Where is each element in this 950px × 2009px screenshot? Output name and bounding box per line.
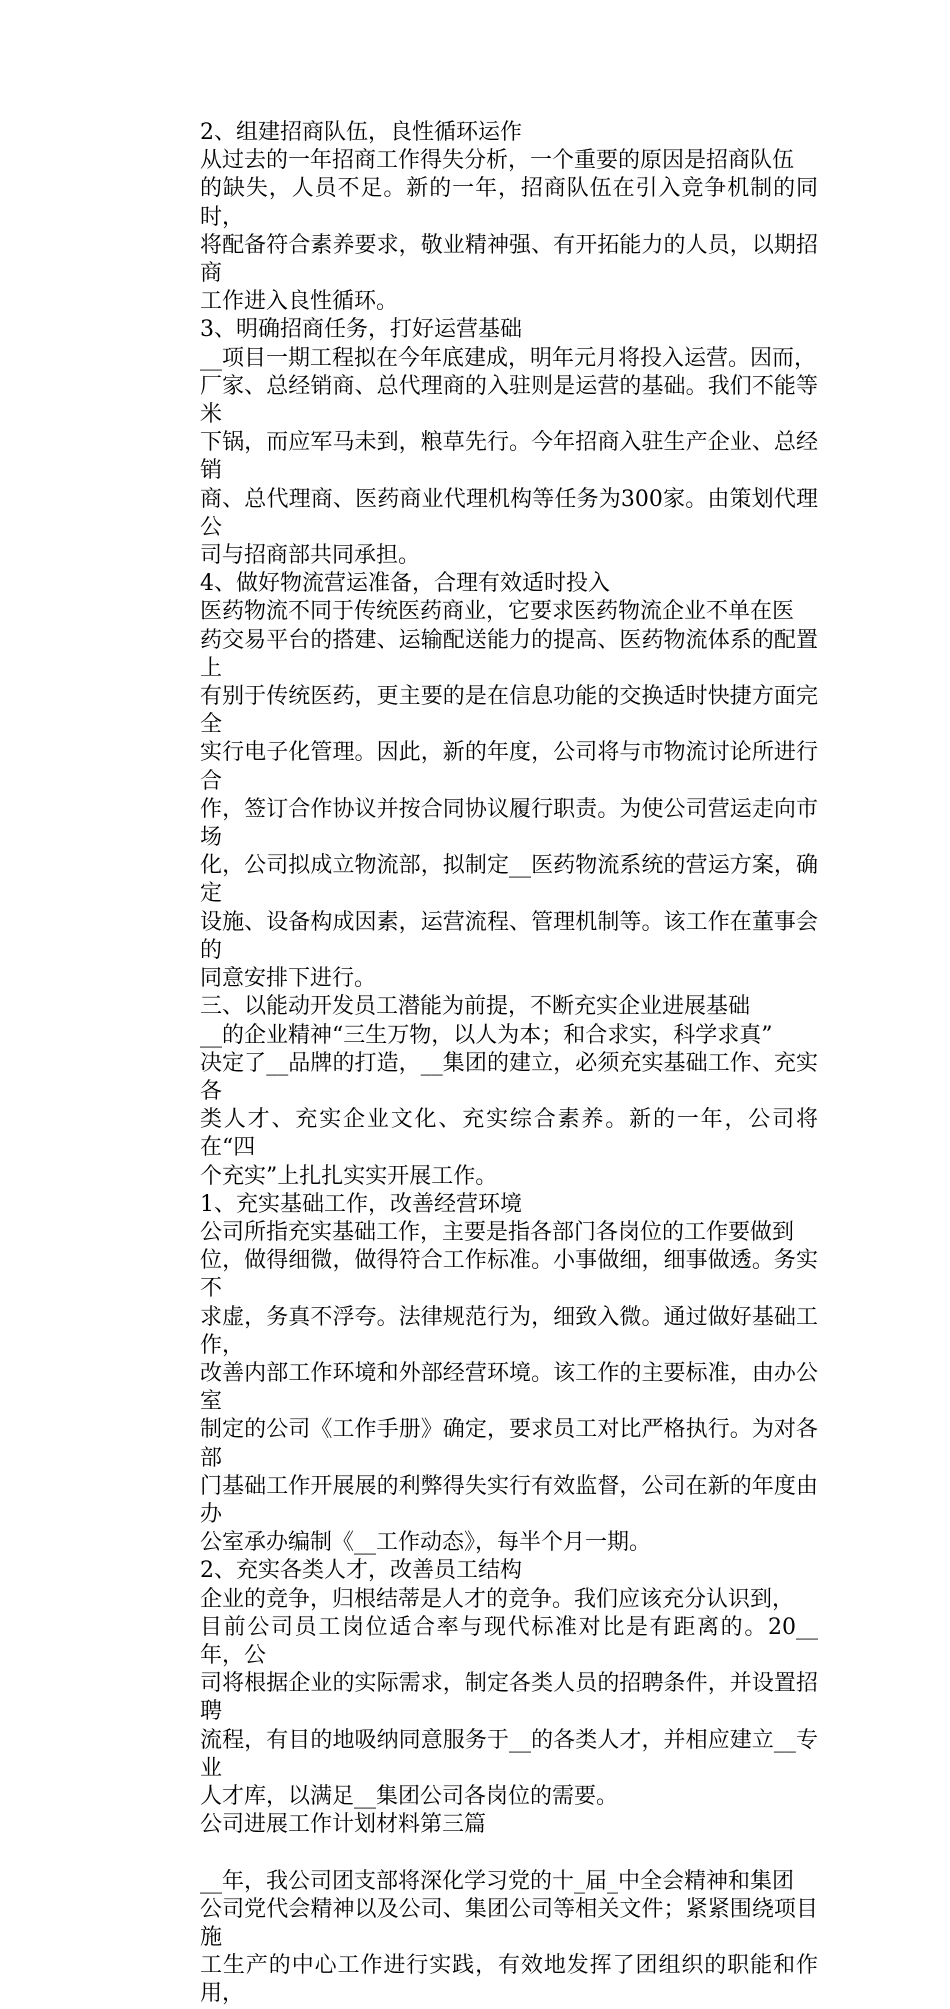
section-heading: 2、组建招商队伍，良性循环运作 <box>200 120 522 145</box>
section-heading: 4、做好物流营运准备，合理有效适时投入 <box>200 571 610 597</box>
text-line: 从过去的一年招商工作得失分析，一个重要的原因是招商队伍 <box>200 148 795 174</box>
text-line: 工作进入良性循环。 <box>200 289 399 315</box>
text-line: 决定了__品牌的打造，__集团的建立，必须充实基础工作、充实各 <box>200 1050 818 1104</box>
paragraph <box>200 147 818 316</box>
text-line: 药交易平台的搭建、运输配送能力的提高、医药物流体系的配置上 <box>200 627 818 681</box>
text-line: 同意安排下进行。 <box>200 966 377 992</box>
text-line: 下锅，而应军马未到，粮草先行。今年招商入驻生产企业、总经销 <box>200 430 818 484</box>
text-line: 作，签订合作协议并按合同协议履行职责。为使公司营运走向市场 <box>200 796 818 851</box>
paragraph <box>200 598 818 993</box>
section-heading: 1、充实基础工作，改善经营环境 <box>200 1191 522 1217</box>
text-line: 实行电子化管理。因此，新的年度，公司将与市物流讨论所进行合 <box>200 740 818 794</box>
text-line: 司与招商部共同承担。 <box>200 543 421 569</box>
text-line: 个充实”上扎扎实实开展工作。 <box>200 1163 498 1189</box>
text-line: 工生产的中心工作进行实践，有效地发挥了团组织的职能和作用， <box>200 1953 818 2007</box>
text-line: 设施、设备构成因素，运营流程、管理机制等。该工作在董事会的 <box>200 909 818 963</box>
text-line: 有别于传统医药，更主要的是在信息功能的交换适时快捷方面完全 <box>200 684 818 738</box>
text-line: __年，我公司团支部将深化学习党的十_届_中全会精神和集团 <box>200 1868 795 1894</box>
text-line: 目前公司员工岗位适合率与现代标准对比是有距离的。20__年，公 <box>200 1614 818 1668</box>
text-line: 的缺失，人员不足。新的一年，招商队伍在引入竞争机制的同时， <box>200 176 818 230</box>
text-line: 位，做得细微，做得符合工作标准。小事做细，细事做透。务实不 <box>200 1248 818 1302</box>
text-line: 化，公司拟成立物流部，拟制定__医药物流系统的营运方案，确定 <box>200 853 818 907</box>
section-heading: 三、以能动开发员工潜能为前提，不断充实企业进展基础 <box>200 994 751 1020</box>
text-line: 公室承办编制《__工作动态》，每半个月一期。 <box>200 1530 652 1556</box>
paragraph <box>200 1022 818 1191</box>
text-line: 类人才、充实企业文化、充实综合素养。新的一年，公司将在“四 <box>200 1107 818 1161</box>
text-line: 求虚，务真不浮夸。法律规范行为，细致入微。通过做好基础工作， <box>200 1304 818 1358</box>
text-line: 公司所指充实基础工作，主要是指各部门各岗位的工作要做到 <box>200 1219 795 1245</box>
section-heading: 2、充实各类人才，改善员工结构 <box>200 1558 522 1584</box>
text-line: __项目一期工程拟在今年底建成，明年元月将投入运营。因而， <box>200 345 817 371</box>
text-line: 厂家、总经销商、总代理商的入驻则是运营的基础。我们不能等米 <box>200 373 818 428</box>
text-line: 医药物流不同于传统医药商业，它要求医药物流企业不单在医 <box>200 599 795 625</box>
text-line: 公司党代会精神以及公司、集团公司等相关文件；紧紧围绕项目施 <box>200 1896 818 1950</box>
paragraph <box>200 345 818 571</box>
text-line: 改善内部工作环境和外部经营环境。该工作的主要标准，由办公室 <box>200 1360 818 1415</box>
paragraph <box>200 1868 818 2009</box>
text-line: 人才库，以满足__集团公司各岗位的需要。 <box>200 1783 619 1809</box>
document-body <box>200 119 818 2009</box>
text-line: 流程，有目的地吸纳同意服务于__的各类人才，并相应建立__专业 <box>200 1727 818 1781</box>
text-line: 将配备符合素养要求，敬业精神强、有开拓能力的人员，以期招商 <box>200 232 818 287</box>
text-line: 制定的公司《工作手册》确定，要求员工对比严格执行。为对各部 <box>200 1417 818 1471</box>
text-line: 商、总代理商、医药商业代理机构等任务为300家。由策划代理公 <box>200 486 818 540</box>
paragraph <box>200 1586 818 1812</box>
text-line: 门基础工作开展展的利弊得失实行有效监督，公司在新的年度由办 <box>200 1473 818 1527</box>
text-line: __的企业精神“三生万物，以人为本；和合求实，科学求真” <box>200 1022 773 1048</box>
section-heading: 公司进展工作计划材料第三篇 <box>200 1812 487 1838</box>
paragraph <box>200 1219 818 1557</box>
blank-line <box>200 1839 818 1867</box>
section-heading: 3、明确招商任务，打好运营基础 <box>200 317 522 343</box>
text-line: 企业的竞争，归根结蒂是人才的竞争。我们应该充分认识到， <box>200 1586 795 1612</box>
text-line: 司将根据企业的实际需求，制定各类人员的招聘条件，并设置招聘 <box>200 1671 818 1725</box>
